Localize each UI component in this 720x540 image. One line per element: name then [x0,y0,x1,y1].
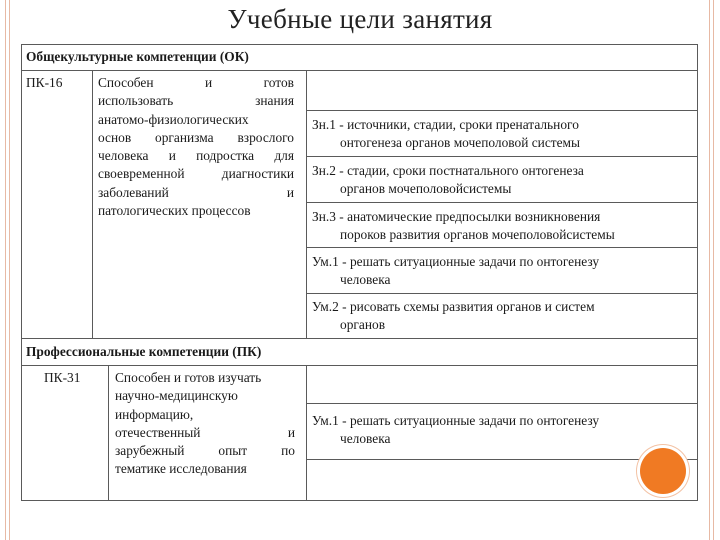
row1-code-column-border [92,70,93,338]
row1-description-line: использовать знания [98,93,294,109]
row1-goal-zn3: Зн.3 - анатомические предпосылки возникновения пороков развития органов мочеполовойсистемы [312,209,615,243]
goal-divider-2 [306,156,698,157]
pk-section-header: Профессиональные компетенции (ПК) [26,344,262,359]
slide-title: Учебные цели занятия [227,4,493,34]
row1-bottom-border [21,338,698,339]
row2-description-line: информацию, [115,406,194,422]
table-right-border [697,44,698,501]
row1-goal-column-border [306,70,307,338]
goal-divider-1 [306,110,698,111]
ok-header-bottom-border [21,70,698,71]
decorative-orange-circle [640,448,686,494]
goal-divider-4 [306,247,698,248]
table-left-border [21,44,22,501]
row2-description-line: Способен и готов изучать [115,370,262,385]
row2-description-line: отечественный и [115,424,295,440]
row1-goal-zn1: Зн.1 - источники, стадии, сроки пренатального онтогенеза органов мочеполовой системы [312,117,581,151]
row2-competency-code: ПК-31 [44,370,81,385]
row1-description-line: анатомо-физиологических [98,111,249,127]
goal-divider-5 [306,293,698,294]
row2-description-line: тематике исследования [115,461,247,477]
row1-description-line: своевременной диагностики [98,166,294,182]
row2-code-column-border [108,365,109,500]
row2-divider-1 [306,403,698,404]
row1-goal-zn2: Зн.2 - стадии, сроки постнатального онтогенеза органов мочеполовойсистемы [312,163,584,197]
row1-goal-um2: Ум.2 - рисовать схемы развития органов и систем органов [312,299,595,333]
pk-header-bottom-border [21,365,698,366]
ok-section-header: Общекультурные компетенции (ОК) [26,49,249,64]
row1-competency-description [98,74,294,220]
row1-description-line: Способен и готов [98,75,294,90]
row2-divider-2 [306,459,698,460]
row1-description-line: заболеваний и [98,184,294,200]
table-bottom-border [21,500,698,501]
table-top-border [21,44,698,45]
row2-description-line: зарубежный опыт по [115,443,295,459]
row1-description-line: человека и подростка для [98,148,294,164]
row2-competency-description [115,369,295,479]
goal-divider-3 [306,202,698,203]
row1-competency-code: ПК-16 [26,75,63,90]
row2-goal-um1: Ум.1 - решать ситуационные задачи по онтогенезу человека [312,413,600,447]
row2-goal-column-border [306,365,307,500]
row1-description-line: патологических процессов [98,203,251,219]
row1-description-line: основ организма взрослого [98,129,294,145]
row1-goal-um1: Ум.1 - решать ситуационные задачи по онтогенезу человека [312,254,600,288]
row2-description-line: научно-медицинскую [115,388,238,404]
